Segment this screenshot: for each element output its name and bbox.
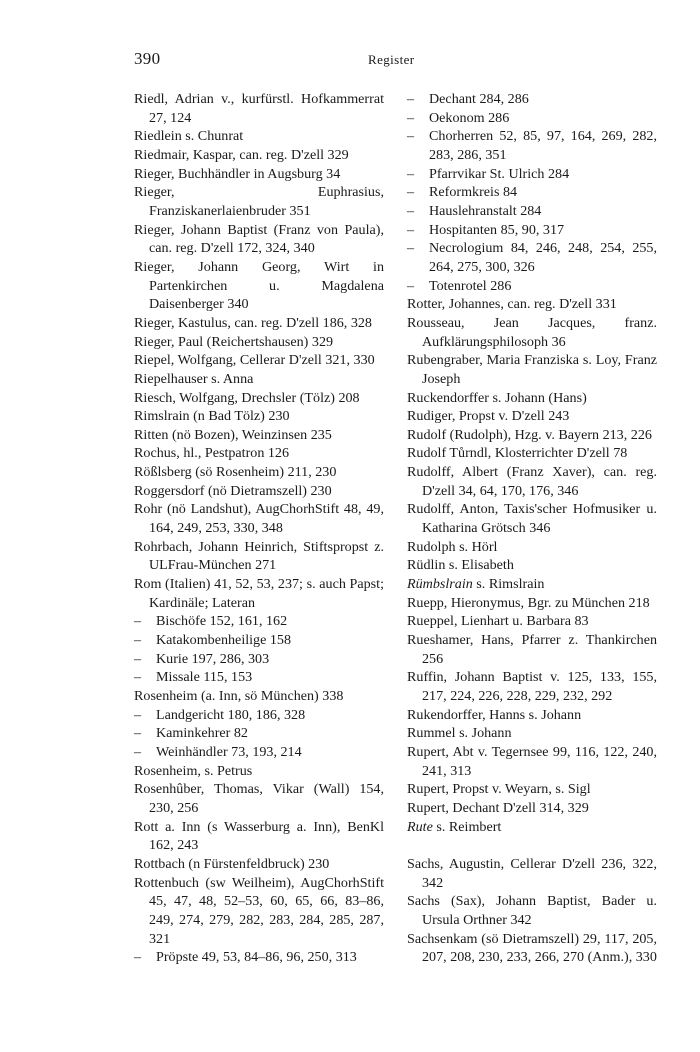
page-number: 390 [134,49,161,68]
index-entry-text: Rueppel, Lienhart u. Barbara 83 [407,613,589,630]
index-entry-text: Rieger, Paul (Reichertshausen) 329 [134,333,334,350]
index-entry [407,407,657,426]
index-entry-text: Rudolf (Rudolph), Hzg. v. Bayern 213, 226 [407,426,652,443]
index-entry-text: Hospitanten 85, 90, 317 [429,221,565,238]
index-entry-text: s. Rimslrain [472,576,545,593]
subentry-dash: – [407,165,415,182]
index-entry [407,351,657,388]
index-entry [134,258,384,314]
index-entry-text: Rubengraber, Maria Franziska s. Loy, Franz Joseph [407,352,657,387]
index-entry [134,389,384,408]
index-entry-text: Riedlein s. Chunrat [134,128,244,145]
index-entry [407,743,657,780]
index-entry-text: Rudolff, Albert (Franz Xaver), can. reg. D'zell 34, 64, 170, 176, 346 [407,464,657,499]
index-entry-text: Rottenbuch (sw Weilheim), AugChorhStift 45, 47, 48, 52–53, 60, 65, 66, 83–86, 249, 274, 279, 282, 283, 284, 285, 287, 321 [134,874,384,947]
index-entry-text: Sachs (Sax), Johann Baptist, Bader u. Ursula Orthner 342 [407,893,657,928]
index-subentry [134,650,384,669]
index-entry-text: Rosenhûber, Thomas, Vikar (Wall) 154, 230, 256 [134,781,384,816]
index-entry [134,463,384,482]
index-entry [134,818,384,855]
subentry-dash: – [407,240,415,257]
subentry-dash: – [134,743,142,760]
index-entry-text: Riedl, Adrian v., kurfürstl. Hofkammerrat 27, 124 [134,91,384,126]
index-entry-text: s. Reimbert [432,818,502,835]
index-entry-text: Pfarrvikar St. Ulrich 284 [429,165,570,182]
index-entry-text: Missale 115, 153 [156,669,253,686]
index-entry [134,444,384,463]
subentry-dash: – [134,613,142,630]
index-entry-text: Bischöfe 152, 161, 162 [156,613,288,630]
subentry-dash: – [134,725,142,742]
index-entry-text: Rummel s. Johann [407,725,512,742]
index-entry [134,762,384,781]
index-entry [134,333,384,352]
index-entry-text: Katakombenheilige 158 [156,632,292,649]
subentry-dash: – [407,202,415,219]
index-entry-text: Riepelhauser s. Anna [134,370,254,387]
index-entry [134,500,384,537]
index-entry-text: Rieger, Euphrasius, Franziskanerlaienbruder 351 [134,184,384,219]
index-entry-text: Dechant 284, 286 [429,91,529,107]
index-entry-text: Rieger, Johann Baptist (Franz von Paula), can. reg. D'zell 172, 324, 340 [134,221,384,257]
index-entry-text: Reformkreis 84 [429,184,518,201]
index-entry-text: Sachsenkam (sö Dietramszell) 29, 117, 205, 207, 208, 230, 233, 266, 270 (Anm.), 330 [407,930,657,966]
index-entry [407,426,657,445]
index-entry [134,370,384,389]
index-entry-text: Rottbach (n Fürstenfeldbruck) 230 [134,855,330,872]
index-subentry [407,239,657,276]
index-entry [407,594,657,613]
index-subentry [407,109,657,128]
subentry-dash: – [407,221,415,238]
index-entry [134,314,384,333]
index-entry [407,612,657,631]
index-headword-italic: Rute [407,818,433,835]
index-entry-text: Rüdlin s. Elisabeth [407,557,514,574]
index-entry-text: Rotter, Johannes, can. reg. D'zell 331 [407,296,617,313]
index-entry-text: Rimslrain (n Bad Tölz) 230 [134,408,290,425]
index-entry [407,724,657,743]
subentry-dash: – [134,706,142,723]
index-entry-text: Necrologium 84, 246, 248, 254, 255, 264, 275, 300, 326 [429,240,657,275]
index-entry [134,165,384,184]
index-entry-text: Rudiger, Propst v. D'zell 243 [407,408,570,425]
index-entry-text: Totenrotel 286 [429,277,512,294]
subentry-dash: – [407,109,415,126]
index-entry-text: Rom (Italien) 41, 52, 53, 237; s. auch Papst; Kardinäle; Lateran [134,576,384,611]
index-subentry [134,948,384,967]
index-entry-text: Rohr (nö Landshut), AugChorhStift 48, 49, 164, 249, 253, 330, 348 [134,501,384,537]
index-entry [134,146,384,165]
index-entry [134,874,384,949]
subentry-dash: – [134,632,142,649]
running-head: Register [368,52,415,67]
index-entry [134,221,384,258]
index-headword-italic: Rümbslrain [407,576,473,593]
index-entry-text: Hauslehranstalt 284 [429,202,542,219]
index-entry [134,426,384,445]
index-entry-text: Rieger, Johann Georg, Wirt in Partenkirchen u. Magdalena Daisenberger 340 [134,258,384,313]
index-entry-text: Rochus, hl., Pestpatron 126 [134,445,290,462]
index-entry-text: Rieger, Buchhändler in Augsburg 34 [134,165,341,182]
index-subentry [134,612,384,631]
index-column-left [134,90,384,967]
index-entry [407,314,657,351]
index-entry [134,351,384,370]
index-entry [407,930,657,967]
index-entry-text: Ruckendorffer s. Johann (Hans) [407,389,587,406]
index-entry [134,183,384,220]
index-entry [407,295,657,314]
index-entry-text: Rosenheim, s. Petrus [134,762,253,779]
index-subentry [407,277,657,296]
index-entry-text: Riesch, Wolfgang, Drechsler (Tölz) 208 [134,389,360,406]
index-entry [407,855,657,892]
index-entry [407,799,657,818]
index-entry [407,389,657,408]
index-subentry [407,165,657,184]
subentry-dash: – [134,949,142,966]
index-entry [134,90,384,127]
index-entry [134,482,384,501]
index-entry [407,575,657,594]
index-entry-text: Riedmair, Kaspar, can. reg. D'zell 329 [134,146,349,163]
index-entry-text: Rupert, Abt v. Tegernsee 99, 116, 122, 240, 241, 313 [407,743,657,779]
index-entry-text: Rott a. Inn (s Wasserburg a. Inn), BenKl 162, 243 [134,818,384,854]
subentry-dash: – [407,184,415,201]
index-entry [134,687,384,706]
index-subentry [407,90,657,109]
index-entry-text: Kaminkehrer 82 [156,725,248,742]
index-entry-text: Oekonom 286 [429,109,510,126]
index-entry-text: Pröpste 49, 53, 84–86, 96, 250, 313 [156,949,357,966]
subentry-dash: – [134,650,142,667]
index-entry-text: Rudolph s. Hörl [407,538,498,555]
index-entry-text: Rupert, Dechant D'zell 314, 329 [407,799,589,816]
index-subentry [134,743,384,762]
index-entry [407,463,657,500]
index-entry [407,818,657,837]
index-subentry [407,221,657,240]
index-entry-text: Ritten (nö Bozen), Weinzinsen 235 [134,426,332,443]
index-column-right [407,90,657,967]
index-entry-text: Roggersdorf (nö Dietramszell) 230 [134,482,332,499]
index-entry-text: Rousseau, Jean Jacques, franz. Aufklärungsphilosoph 36 [407,314,657,350]
index-entry-text: Landgericht 180, 186, 328 [156,706,306,723]
index-entry-text: Rosenheim (a. Inn, sö München) 338 [134,688,344,704]
index-entry-text: Rieger, Kastulus, can. reg. D'zell 186, 328 [134,314,372,331]
index-entry [407,500,657,537]
index-entry-text: Chorherren 52, 85, 97, 164, 269, 282, 283, 286, 351 [429,128,657,163]
index-entry-text: Weinhändler 73, 193, 214 [156,743,302,760]
index-entry-text: Rudolff, Anton, Taxis'scher Hofmusiker u. Katharina Grötsch 346 [407,501,657,537]
index-subentry [407,202,657,221]
subentry-dash: – [407,91,415,107]
index-entry-text: Rupert, Propst v. Weyarn, s. Sigl [407,781,591,798]
index-entry [134,855,384,874]
index-entry-text: Kurie 197, 286, 303 [156,650,270,667]
index-entry [407,668,657,705]
index-entry-text: Riepel, Wolfgang, Cellerar D'zell 321, 330 [134,352,375,369]
index-entry [407,780,657,799]
index-entry [407,892,657,929]
index-entry [134,407,384,426]
subentry-dash: – [407,128,415,145]
index-entry-text: Rößlsberg (sö Rosenheim) 211, 230 [134,464,337,481]
index-entry [407,706,657,725]
index-entry-text: Rukendorffer, Hanns s. Johann [407,706,582,723]
index-subentry [134,631,384,650]
index-entry [407,538,657,557]
index-entry [134,780,384,817]
index-entry-text: Sachs, Augustin, Cellerar D'zell 236, 322, 342 [407,855,657,891]
index-entry-text: Rueshamer, Hans, Pfarrer z. Thankirchen 256 [407,632,657,667]
index-entry-text: Ruffin, Johann Baptist v. 125, 133, 155, 217, 224, 226, 228, 229, 232, 292 [407,669,657,704]
index-entry [407,631,657,668]
index-entry-text: Rudolf Tůrndl, Klosterrichter D'zell 78 [407,445,628,462]
index-entry [134,127,384,146]
index-subentry [134,668,384,687]
index-entry-text: Ruepp, Hieronymus, Bgr. zu München 218 [407,594,650,611]
index-entry [407,444,657,463]
index-entry-text: Rohrbach, Johann Heinrich, Stiftspropst z. ULFrau-München 271 [134,538,384,574]
index-entry [134,538,384,575]
index-entry [407,556,657,575]
subentry-dash: – [134,669,142,686]
index-subentry [407,127,657,164]
index-subentry [134,706,384,725]
index-subentry [134,724,384,743]
index-entry [134,575,384,612]
subentry-dash: – [407,277,415,294]
index-subentry [407,183,657,202]
